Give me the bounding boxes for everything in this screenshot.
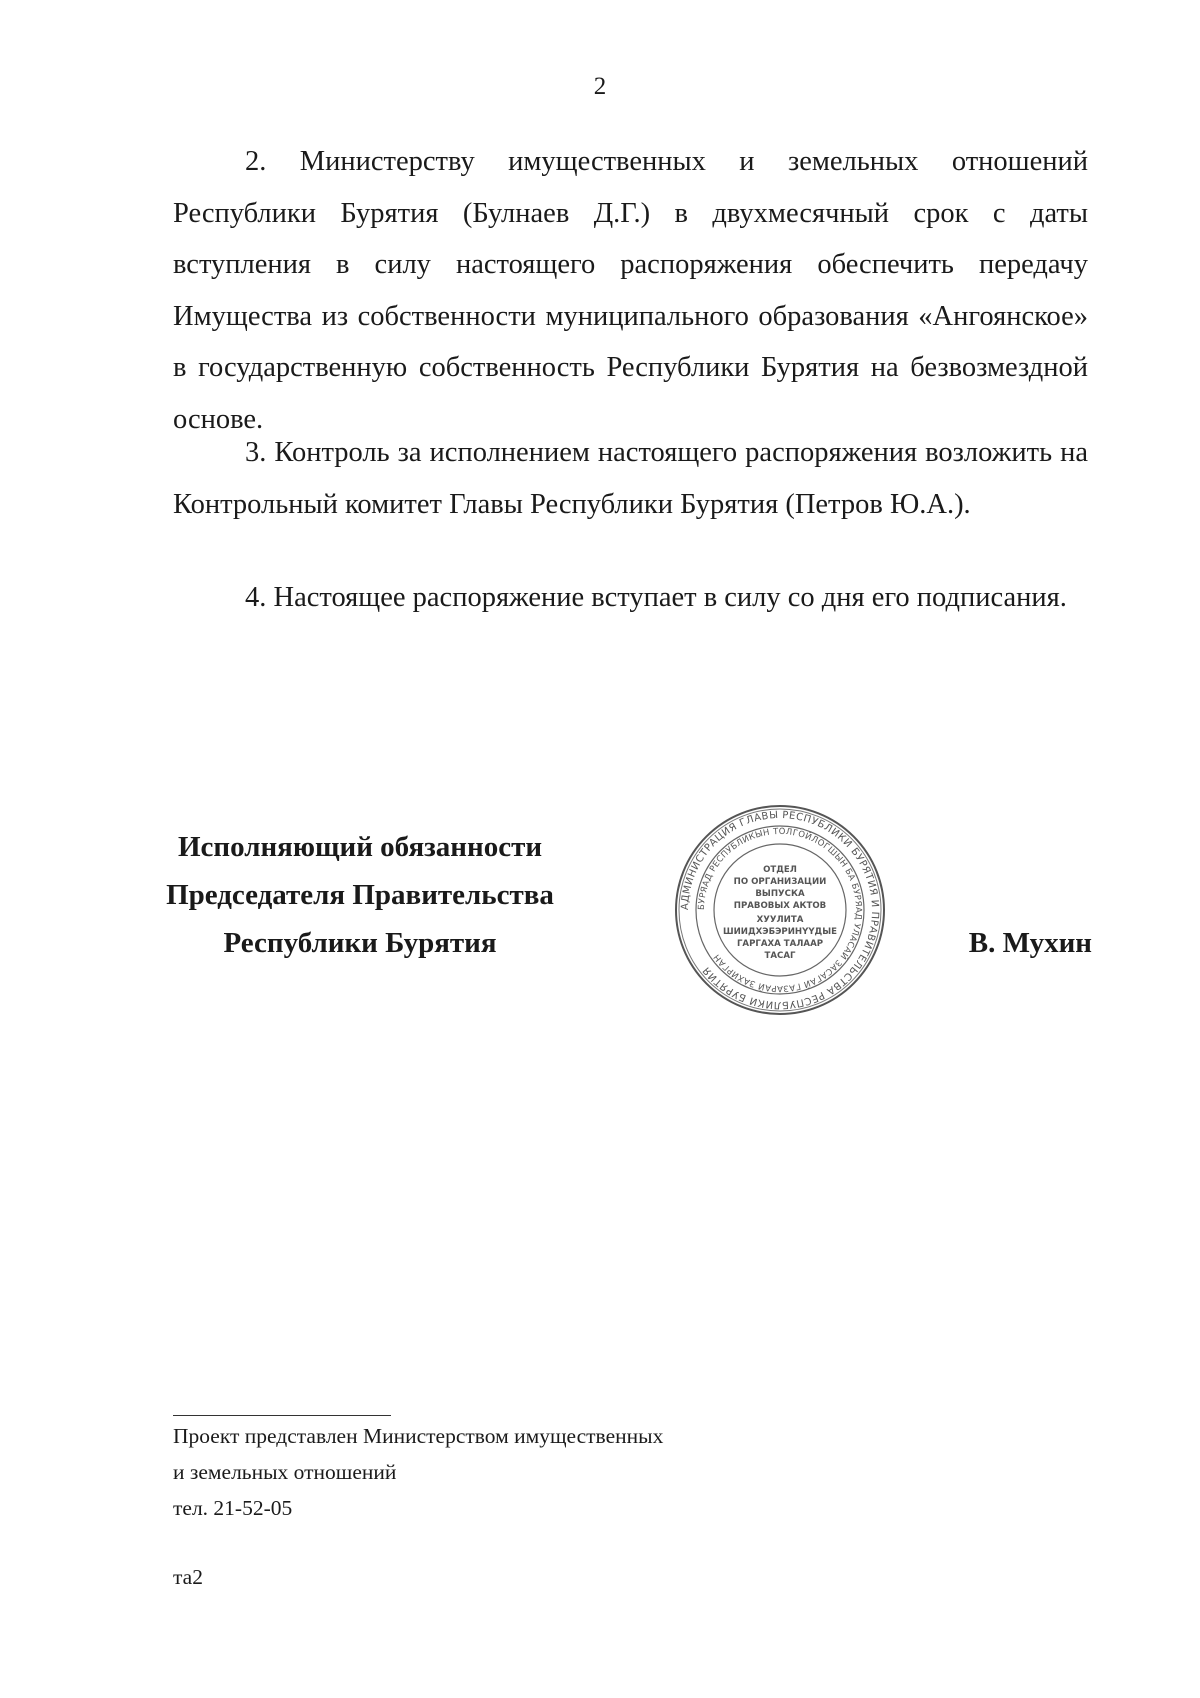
document-code: та2 — [173, 1565, 203, 1589]
seal-center-line: ГАРГАХА ТАЛААР — [736, 939, 824, 949]
footnote-phone: тел. 21-52-05 — [173, 1496, 293, 1520]
footnote-divider — [173, 1415, 391, 1416]
footnote-line: и земельных отношений — [173, 1460, 397, 1484]
paragraph-item-3: 3. Контроль за исполнением настоящего распоряжения возложить на Контрольный комитет Главы Республики Бурятия (Петров Ю.А.). — [173, 437, 1088, 520]
seal-center-line: ШИИДХЭБЭРИНҮҮДЫЕ — [722, 927, 838, 937]
seal-center-line: ТАСАГ — [764, 951, 796, 961]
signer-name: В. Мухин — [968, 927, 1092, 959]
seal-outer-text: АДМИНИСТРАЦИЯ ГЛАВЫ РЕСПУБЛИКИ БУРЯТИЯ И ПРАВИТЕЛЬСТВА РЕСПУБЛИКИ БУРЯТИЯ — [679, 809, 881, 1011]
paragraph-item-2: 2. Министерству имущественных и земельных отношений Республики Бурятия (Булнаев Д.Г.) в двухмесячный срок с даты вступления в силу настоящего распоряжения обеспечить передачу Имущества из собственности муниципального образования «Ангоянское» в государственную собственность Республики Бурятия на безвозмездной основе. — [173, 146, 1088, 435]
signatory-title-line: Председателя Правительства — [166, 879, 554, 911]
paragraph-item-4: 4. Настоящее распоряжение вступает в силу со дня его подписания. — [245, 582, 1067, 613]
footnote-line: Проект представлен Министерством имущественных — [173, 1424, 664, 1448]
seal-center-line: ОТДЕЛ — [763, 865, 797, 875]
seal-center-line: ПРАВОВЫХ АКТОВ — [733, 901, 827, 911]
page-number: 2 — [593, 73, 607, 100]
seal-center-line: ВЫПУСКА — [755, 889, 805, 899]
seal-inner-text: БУРЯАД РЕСПУБЛИКЫН ТОЛГОЙЛОГШЫН БА БУРЯАД УЛАСАЙ ЗАСАГАЙ ГАЗАРАЙ ЗАХИРГАН — [696, 826, 864, 994]
signatory-title-line: Республики Бурятия — [223, 927, 497, 959]
signatory-title-line: Исполняющий обязанности — [177, 831, 543, 863]
official-seal-stamp — [670, 800, 890, 1020]
seal-center-line: ХУУЛИТА — [756, 915, 804, 925]
seal-center-line: ПО ОРГАНИЗАЦИИ — [733, 877, 827, 887]
